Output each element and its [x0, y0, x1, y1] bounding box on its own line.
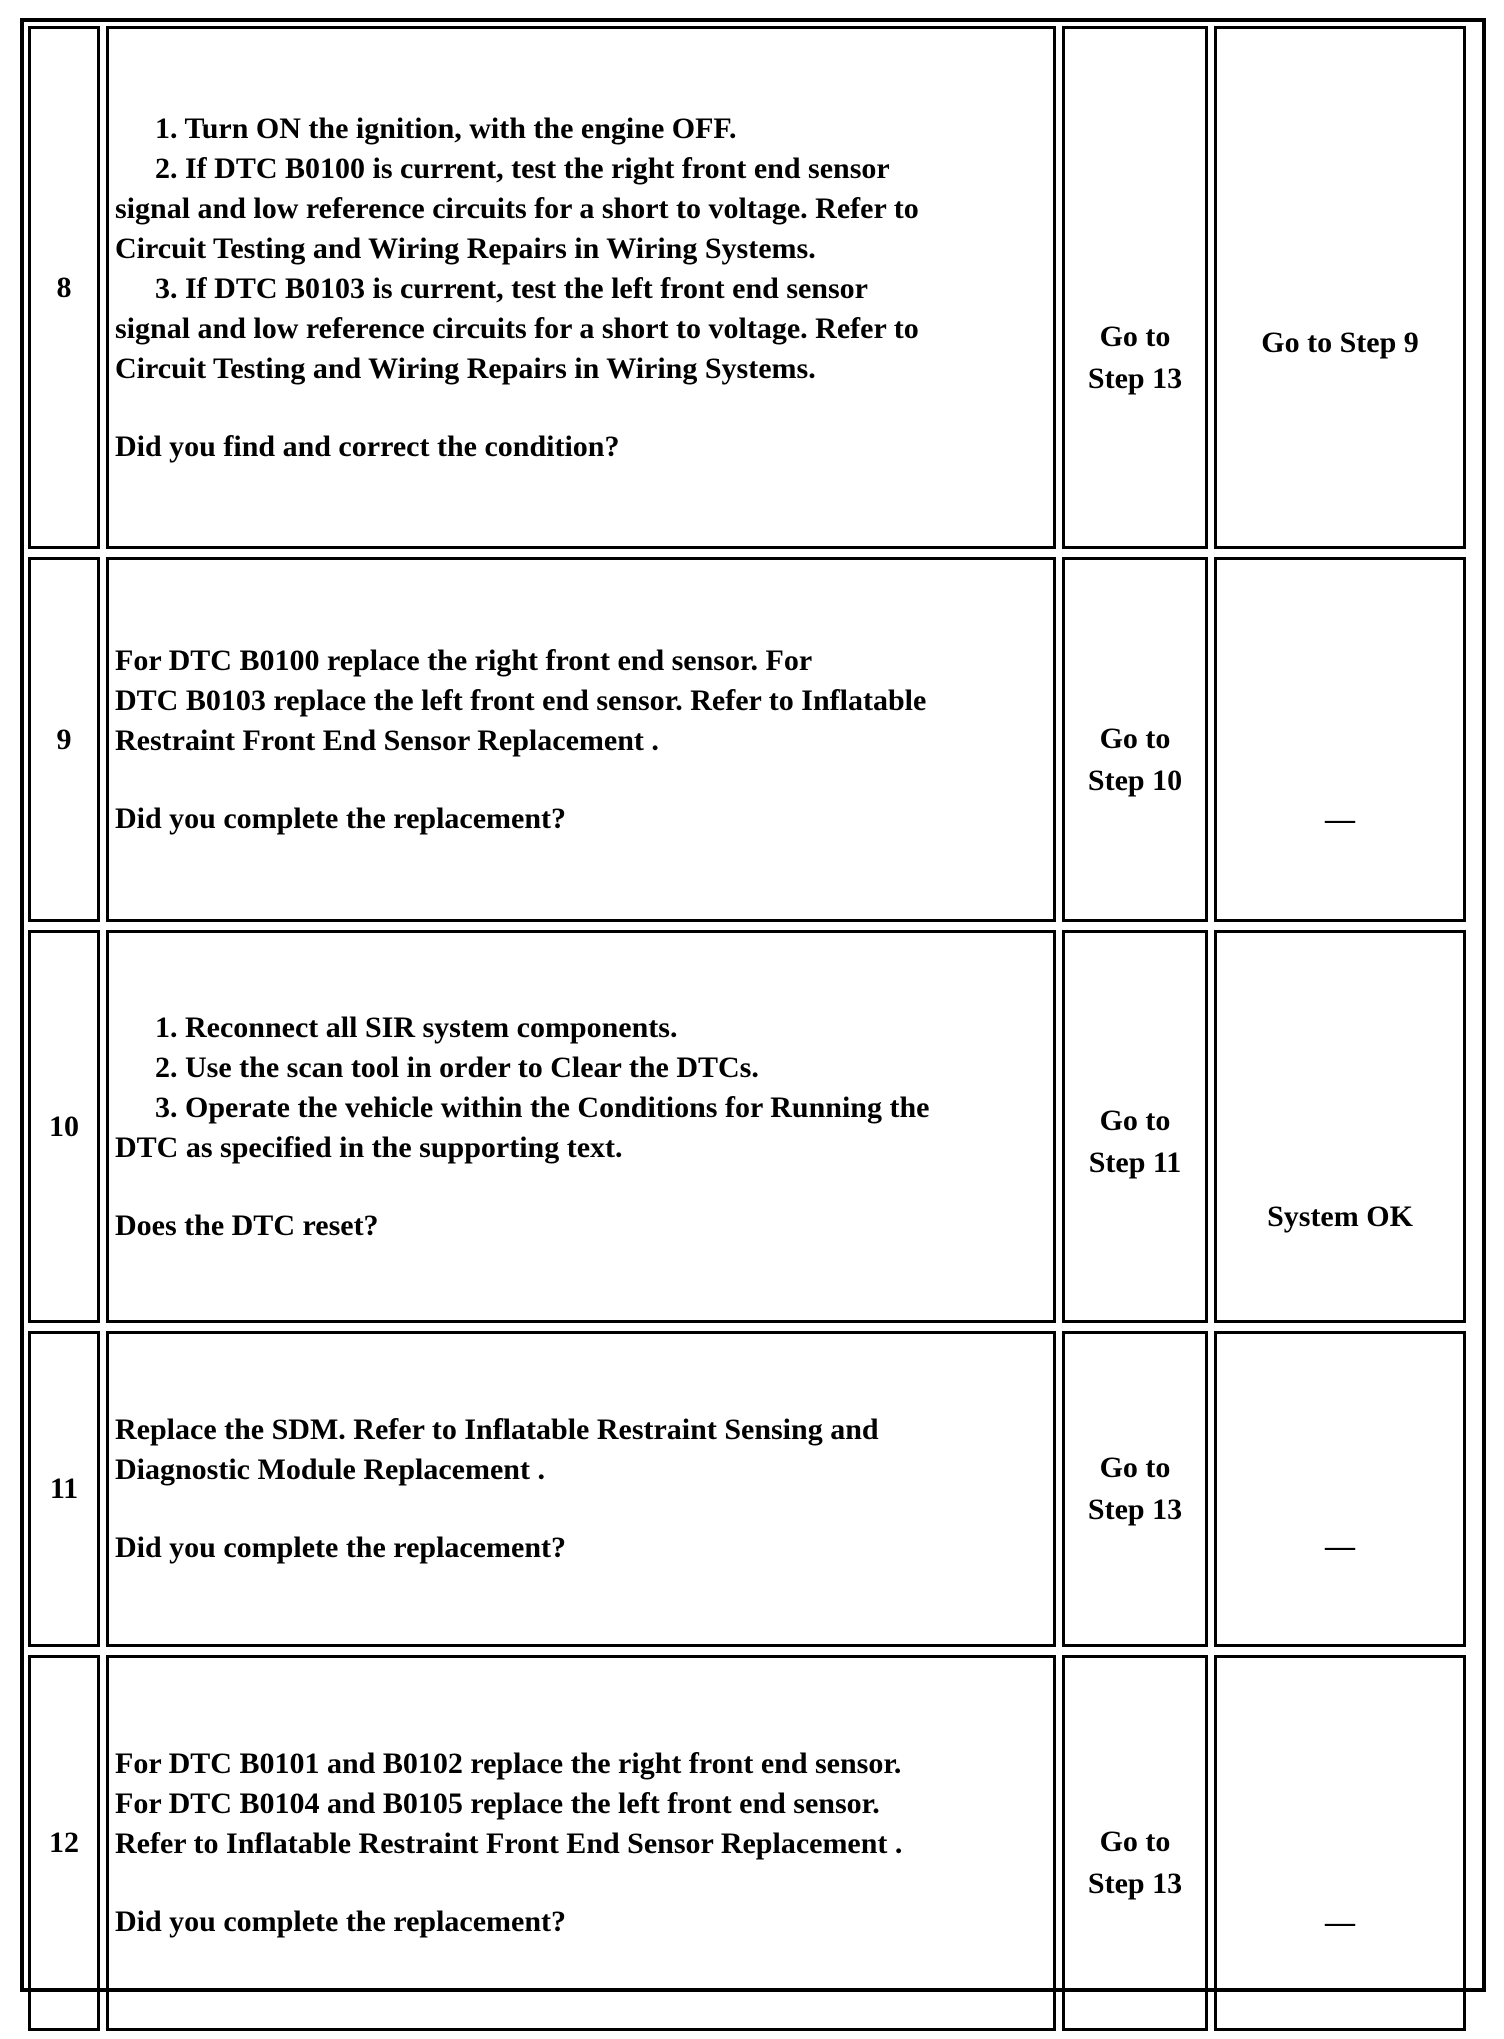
- step-question: Did you complete the replacement?: [115, 1531, 567, 1564]
- diagnostic-steps-table: [22, 18, 1472, 2039]
- step-action: [106, 1331, 1056, 1647]
- table-row-step-9: [28, 557, 1466, 922]
- step-number: 10: [28, 930, 100, 1323]
- yes-go-to-label: Go to: [1099, 1825, 1171, 1858]
- no-result: [1214, 557, 1466, 922]
- yes-result: [1062, 1655, 1208, 2031]
- yes-step-link[interactable]: Step 13: [1087, 361, 1183, 395]
- action-line: Circuit Testing and Wiring Repairs in Wiring Systems.: [115, 351, 816, 385]
- step-number: 12: [28, 1655, 100, 2031]
- yes-result: [1062, 1331, 1208, 1647]
- action-line: 2. If DTC B0100 is current, test the right front end sensor: [155, 151, 890, 185]
- no-result-dash: —: [1325, 1906, 1355, 1939]
- no-result-text: System OK: [1267, 1199, 1413, 1233]
- no-result: [1214, 930, 1466, 1323]
- step-question: Did you complete the replacement?: [115, 1905, 567, 1938]
- step-question: Did you complete the replacement?: [115, 801, 567, 835]
- no-result-dash: —: [1325, 802, 1355, 836]
- action-line: For DTC B0101 and B0102 replace the right front end sensor.: [115, 1747, 902, 1780]
- step-number: 9: [28, 557, 100, 922]
- yes-step-link[interactable]: Step 13: [1087, 1493, 1183, 1526]
- no-result: [1214, 1655, 1466, 2031]
- no-result: [1214, 1331, 1466, 1647]
- step-question: Does the DTC reset?: [115, 1208, 379, 1242]
- yes-step-link[interactable]: Step 13: [1087, 1867, 1183, 1900]
- action-line: DTC as specified in the supporting text.: [115, 1130, 623, 1164]
- yes-result: [1062, 930, 1208, 1323]
- table-row-step-10: [28, 930, 1466, 1323]
- no-step-link[interactable]: Go to Step 9: [1261, 325, 1419, 359]
- action-line: signal and low reference circuits for a short to voltage. Refer to: [115, 311, 919, 345]
- action-line: Restraint Front End Sensor Replacement .: [115, 723, 659, 757]
- action-line: 3. If DTC B0103 is current, test the left front end sensor: [155, 271, 868, 305]
- action-line: For DTC B0100 replace the right front end sensor. For: [115, 643, 813, 677]
- yes-go-to-label: Go to: [1099, 1451, 1171, 1484]
- step-action: [106, 930, 1056, 1323]
- action-line: 1. Reconnect all SIR system components.: [155, 1010, 678, 1044]
- action-line: Circuit Testing and Wiring Repairs in Wiring Systems.: [115, 231, 816, 265]
- step-number: 8: [28, 26, 100, 549]
- action-line: DTC B0103 replace the left front end sensor. Refer to Inflatable: [115, 683, 927, 717]
- action-line: Refer to Inflatable Restraint Front End Sensor Replacement .: [115, 1827, 903, 1860]
- no-result: [1214, 26, 1466, 549]
- table-row-step-12: [28, 1655, 1466, 2031]
- step-question: Did you find and correct the condition?: [115, 429, 620, 463]
- step-number: 11: [28, 1331, 100, 1647]
- yes-go-to-label: Go to: [1099, 1103, 1171, 1137]
- step-action: [106, 26, 1056, 549]
- yes-go-to-label: Go to: [1099, 319, 1171, 353]
- yes-result: [1062, 557, 1208, 922]
- action-line: 1. Turn ON the ignition, with the engine OFF.: [155, 111, 737, 145]
- table-row-step-11: [28, 1331, 1466, 1647]
- action-line: 3. Operate the vehicle within the Conditions for Running the: [155, 1090, 930, 1124]
- yes-step-link[interactable]: Step 10: [1087, 763, 1183, 797]
- action-line: Replace the SDM. Refer to Inflatable Restraint Sensing and: [115, 1413, 879, 1446]
- diagnostic-table-frame: [20, 18, 1486, 1992]
- table-row-step-8: [28, 26, 1466, 549]
- yes-step-link[interactable]: Step 11: [1088, 1145, 1182, 1179]
- action-line: 2. Use the scan tool in order to Clear the DTCs.: [155, 1050, 759, 1084]
- step-action: [106, 1655, 1056, 2031]
- action-line: For DTC B0104 and B0105 replace the left front end sensor.: [115, 1787, 880, 1820]
- action-line: Diagnostic Module Replacement .: [115, 1453, 545, 1486]
- yes-result: [1062, 26, 1208, 549]
- step-action: [106, 557, 1056, 922]
- no-result-dash: —: [1325, 1530, 1355, 1563]
- action-line: signal and low reference circuits for a short to voltage. Refer to: [115, 191, 919, 225]
- yes-go-to-label: Go to: [1099, 721, 1171, 755]
